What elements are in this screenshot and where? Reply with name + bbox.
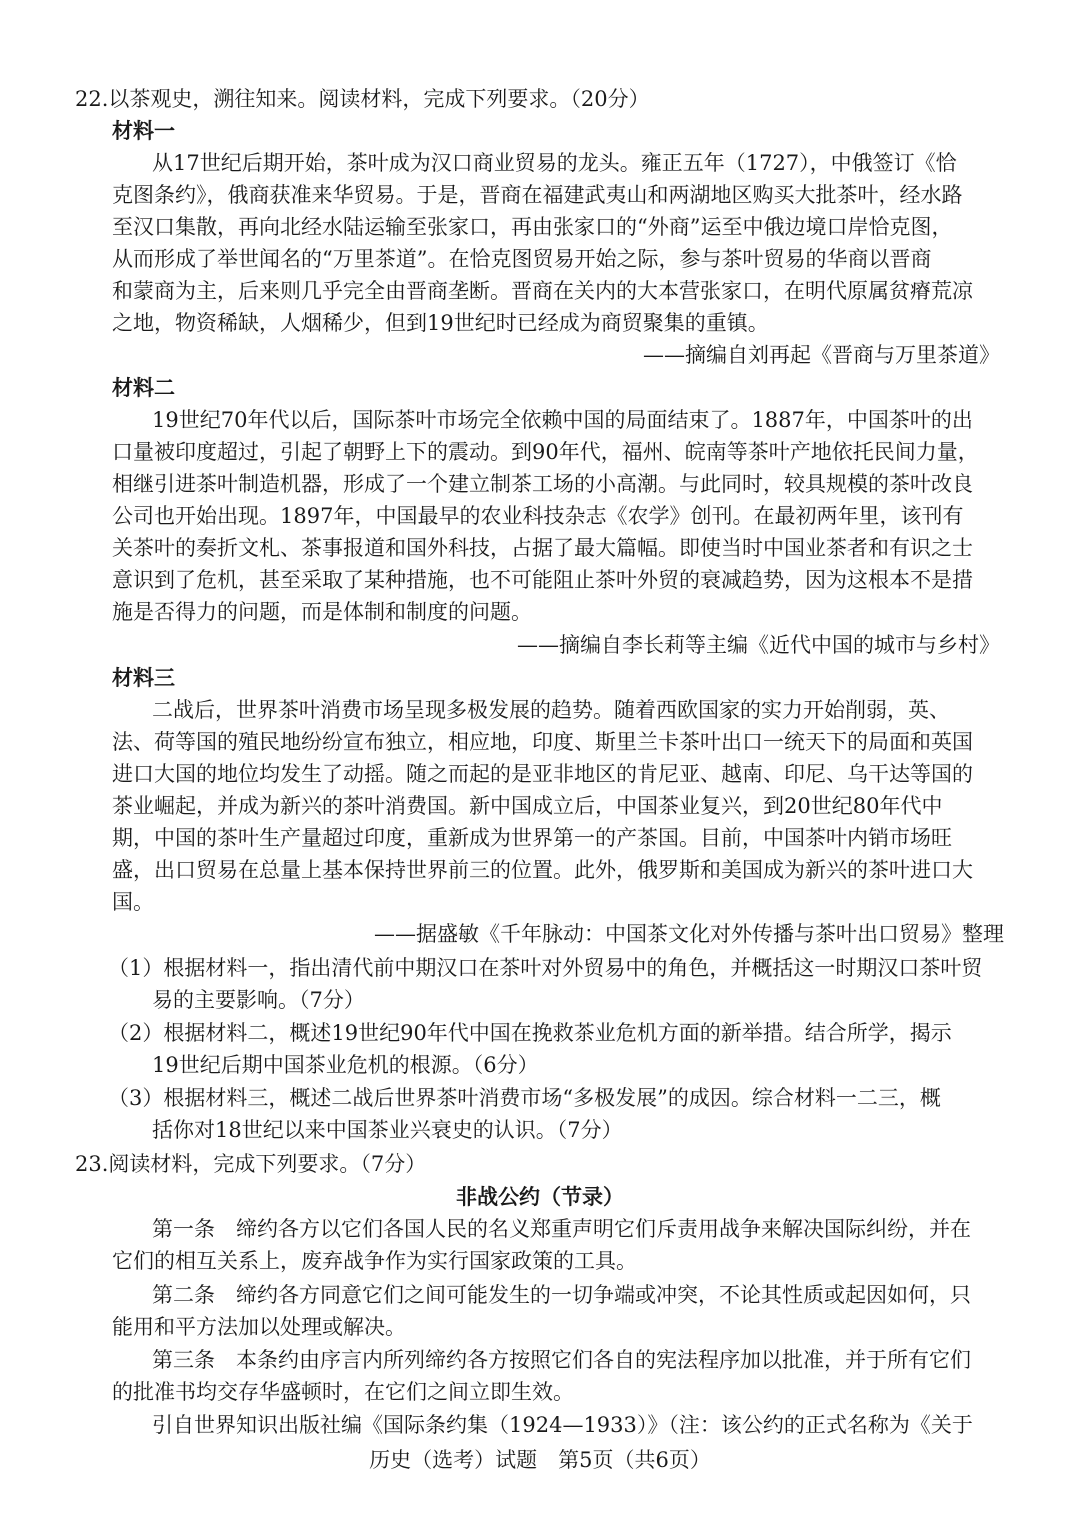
sub-question-2: （2）根据材料二，概述19世纪90年代中国在挽救茶业危机方面的新举措。结合所学，揭示 [108,1021,952,1045]
treaty-citation: 引自世界知识出版社编《国际条约集（1924—1933）》（注：该公约的正式名称为《关于 [152,1413,973,1437]
material-2-title: 材料二 [112,376,175,400]
treaty-article-1: 第一条 缔约各方以它们各国人民的名义郑重声明它们斥责用战争来解决国际纠纷，并在 [152,1217,971,1241]
treaty-article-2: 第二条 缔约各方同意它们之间可能发生的一切争端或冲突，不论其性质或起因如何，只 [152,1283,971,1307]
material-2-line: 相继引进茶叶制造机器，形成了一个建立制茶工场的小高潮。与此同时，较具规模的茶叶改良 [112,472,973,496]
material-1-line: 从而形成了举世闻名的“万里茶道”。在恰克图贸易开始之际，参与茶叶贸易的华商以晋商 [112,247,932,271]
material-3-line: 法、荷等国的殖民地纷纷宣布独立，相应地，印度、斯里兰卡茶叶出口一统天下的局面和英国 [112,730,973,754]
treaty-article-2-cont: 能用和平方法加以处理或解决。 [112,1315,406,1339]
sub-question-3: （3）根据材料三，概述二战后世界茶叶消费市场“多极发展”的成因。综合材料一二三，概 [108,1086,941,1110]
material-2-line: 关茶叶的奏折文札、茶事报道和国外科技，占据了最大篇幅。即使当时中国业茶者和有识之士 [112,536,973,560]
material-3-line: 进口大国的地位均发生了动摇。随之而起的是亚非地区的肯尼亚、越南、印尼、乌干达等国的 [112,762,973,786]
material-1-line: 从17世纪后期开始，茶叶成为汉口商业贸易的龙头。雍正五年（1727），中俄签订《恰 [152,151,957,175]
q22-heading: 22.以茶观史，溯往知来。阅读材料，完成下列要求。（20分） [75,87,650,111]
material-1-line: 和蒙商为主，后来则几乎完全由晋商垄断。晋商在关内的大本营张家口，在明代原属贫瘠荒凉 [112,279,973,303]
material-1-title: 材料一 [112,119,175,143]
treaty-article-3-cont: 的批准书均交存华盛顿时，在它们之间立即生效。 [112,1380,574,1404]
page-footer: 历史（选考）试题 第5页（共6页） [369,1448,711,1472]
material-2-line: 公司也开始出现。1897年，中国最早的农业科技杂志《农学》创刊。在最初两年里，该刊有 [112,504,964,528]
treaty-article-3: 第三条 本条约由序言内所列缔约各方按照它们各自的宪法程序加以批准，并于所有它们 [152,1348,971,1372]
material-1-line: 至汉口集散，再向北经水陆运输至张家口，再由张家口的“外商”运至中俄边境口岸恰克图， [112,215,953,239]
material-2-line: 口量被印度超过，引起了朝野上下的震动。到90年代，福州、皖南等茶叶产地依托民间力量， [112,440,979,464]
material-3-line: 二战后，世界茶叶消费市场呈现多极发展的趋势。随着西欧国家的实力开始削弱，英、 [152,698,950,722]
material-1-line: 克图条约》，俄商获准来华贸易。于是，晋商在福建武夷山和两湖地区购买大批茶叶，经水路 [112,183,963,207]
sub-question-3-cont: 括你对18世纪以来中国茶业兴衰史的认识。（7分） [152,1118,623,1142]
material-3-line: 期，中国的茶叶生产量超过印度，重新成为世界第一的产茶国。目前，中国茶叶内销市场旺 [112,826,952,850]
sub-question-1-cont: 易的主要影响。（7分） [152,988,365,1012]
material-2-source: ——摘编自李长莉等主编《近代中国的城市与乡村》 [517,633,1000,657]
material-1-source: ——摘编自刘再起《晋商与万里茶道》 [643,343,1000,367]
q23-heading: 23.阅读材料，完成下列要求。（7分） [75,1152,427,1176]
material-3-line: 茶业崛起，并成为新兴的茶叶消费国。新中国成立后，中国茶业复兴，到20世纪80年代中 [112,794,943,818]
material-1-line: 之地，物资稀缺，人烟稀少，但到19世纪时已经成为商贸聚集的重镇。 [112,311,769,335]
sub-question-2-cont: 19世纪后期中国茶业危机的根源。（6分） [152,1053,539,1077]
material-2-line: 施是否得力的问题，而是体制和制度的问题。 [112,600,532,624]
material-2-line: 意识到了危机，甚至采取了某种措施，也不可能阻止茶叶外贸的衰减趋势，因为这根本不是措 [112,568,973,592]
sub-question-1: （1）根据材料一，指出清代前中期汉口在茶叶对外贸易中的角色，并概括这一时期汉口茶叶贸 [108,956,983,980]
material-3-title: 材料三 [112,666,175,690]
material-3-source: ——据盛敏《千年脉动：中国茶文化对外传播与茶叶出口贸易》整理 [374,922,1004,946]
treaty-article-1-cont: 它们的相互关系上，废弃战争作为实行国家政策的工具。 [112,1249,637,1273]
treaty-title: 非战公约（节录） [456,1185,624,1209]
material-3-line: 国。 [112,890,154,914]
material-2-line: 19世纪70年代以后，国际茶叶市场完全依赖中国的局面结束了。1887年，中国茶叶的出 [152,408,973,432]
material-3-line: 盛，出口贸易在总量上基本保持世界前三的位置。此外，俄罗斯和美国成为新兴的茶叶进口大 [112,858,973,882]
